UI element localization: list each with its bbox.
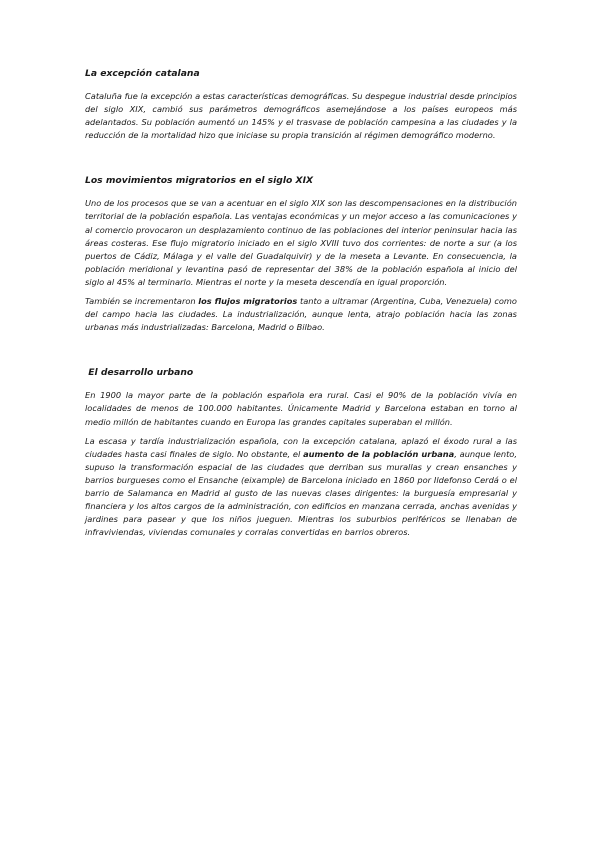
section-heading-catalan-exception: La excepción catalana [85,68,200,79]
paragraph: Cataluña fue la excepción a estas características demográficas. Su despegue industrial desde principios del siglo XIX, cambió sus parámetros demográficos asemejándose a los países europeos más adelantados. Su población aumentó un 145% y el trasvase de población campesina a las ciudades y la reducción de la mortalidad hizo que iniciase su propia transición al régimen demográfico moderno. [85,91,517,141]
bold-phrase: los flujos migratorios [198,296,298,307]
bold-phrase: aumento de la población urbana [303,448,455,459]
document-body [85,68,517,539]
section-heading-urban-development: El desarrollo urbano [85,367,194,379]
paragraph: También se incrementaron los flujos migratorios tanto a ultramar (Argentina, Cuba, Venezuela) como del campo hacia las ciudades. La industrialización, aunque lenta, atrajo población hacia las zonas urbanas más industrializadas: Barcelona, Madrid o Bilbao. [85,296,517,333]
paragraph: En 1900 la mayor parte de la población española era rural. Casi el 90% de la población vivía en localidades de menos de 100.000 habitantes. Únicamente Madrid y Barcelona estaban en torno al medio millón de habitantes cuando en Europa las grandes capitales superaban el millón. [85,390,517,427]
paragraph: La escasa y tardía industrialización española, con la excepción catalana, aplazó el éxodo rural a las ciudades hasta casi finales de siglo. No obstante, el aumento de la población urbana, aunque lento, supuso la transformación espacial de las ciudades que derriban sus murallas y crean ensanches y barrios burgueses como el Ensanche (eixample) de Barcelona iniciado en 1860 por Ildefonso Cerdá o el barrio de Salamanca en Madrid al gusto de las nuevas clases dirigentes: la burguesía empresarial y financiera y los altos cargos de la administración, con edificios en manzana cerrada, anchas avenidas y jardines para pasear y que los niños jueguen. Mientras los suburbios periféricos se llenaban de infraviviendas, viviendas comunales y corralas convertidas en barrios obreros. [85,435,517,538]
paragraph: Uno de los procesos que se van a acentuar en el siglo XIX son las descompensaciones en la distribución territorial de la población española. Las ventajas económicas y un mejor acceso a las comunicaciones y al comercio provocaron un desplazamiento continuo de las poblaciones del interior peninsular hacia las áreas costeras. Ese flujo migratorio iniciado en el siglo XVIII tuvo dos corrientes: de norte a sur (a los puertos de Cádiz, Málaga y el valle del Guadalquivir) y de la meseta a Levante. En consecuencia, la población meridional y levantina pasó de representar del 38% de la población española al inicio del siglo al 45% al terminarlo. Mientras el norte y la meseta descendía en igual proporción. [85,198,517,287]
section-heading-migrations: Los movimientos migratorios en el siglo XIX [85,175,314,187]
